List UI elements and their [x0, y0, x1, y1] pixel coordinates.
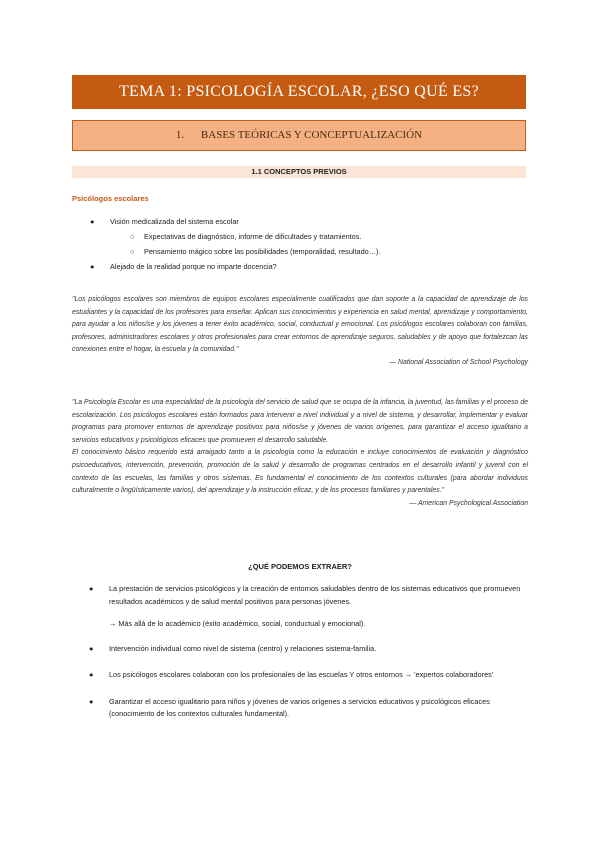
section-label: Psicólogos escolares	[72, 194, 149, 203]
circle-bullet-icon: ○	[130, 232, 135, 241]
list-item: ● Garantizar el acceso igualitario para niños y jóvenes de varios orígenes a servicios educativos y psicológicos eficaces (conocimiento de los contextos culturales fundamental).	[89, 696, 490, 718]
list-item: ● Alejado de la realidad porque no imparte docencia?	[72, 259, 532, 274]
concepts-heading: 1.1 CONCEPTOS PREVIOS	[72, 166, 526, 178]
quote-text: "Los psicólogos escolares son miembros de equipos escolares especialmente cualificados que dan soporte a la capacidad de aprendizaje de los estudiantes y la capacidad de los profesores para enseñar. Aplican sus conocimientos y experiencia en salud mental, aprendizaje y comportamiento, para ayudar a los niños/se y los jóvenes a tener éxito académico, social, conductual y emocional. Los psicólogos escolares colaboran con familias, profesores, administradores escolares y otros profesionales para crear entornos de aprendizaje seguros, saludables y de apoyo que fortalezcan las conexiones entre el hogar, la escuela y la comunidad."	[72, 296, 528, 354]
subsection-number: 1.	[175, 129, 185, 141]
quote-attribution: — American Psychological Association	[409, 499, 528, 507]
bullet-icon: ●	[90, 262, 95, 271]
bullet-icon: ●	[90, 217, 95, 226]
quote-nasp	[72, 294, 528, 370]
list-item: ● Los psicólogos escolares colaboran con los profesionales de las escuelas Y otros entornos → 'expertos colaboradores'	[72, 669, 532, 682]
bullet-icon: ●	[89, 670, 94, 679]
bullet-list	[72, 214, 532, 274]
circle-bullet-icon: ○	[130, 247, 135, 256]
arrow-note: → Más allá de lo académico (éxito académico, social, conductual y emocional).	[109, 619, 366, 628]
quote-apa	[72, 397, 528, 510]
list-item: ● La prestación de servicios psicológicos y la creación de entornos saludables dentro de los sistemas educativos que promueven resultados académicos y de salud mental positivos para personas jóvenes.	[89, 584, 521, 606]
bullet-icon: ●	[89, 696, 94, 706]
quote-text: El conocimiento básico requerido está arraigado tanto a la psicología como la educación e incluye conocimientos de evaluación y diagnóstico psicoeducativos, intervención, prevención, promoción de la salud y desarrollo de programas centrados en el desarrollo infantil y juvenil con el contexto de las escuelas, las familias y otros sistemas. Es fundamental el conocimiento de los contextos culturales (para abordar individuos culturalmente o lingüísticamente varios), del aprendizaje y la instrucción eficaz, y de los procesos familiares y parentales."	[72, 449, 528, 495]
extract-list	[72, 583, 532, 735]
list-item: ○ Pensamiento mágico sobre las posibilidades (temporalidad, resultado…).	[72, 244, 532, 259]
subsection-heading	[72, 120, 526, 151]
bullet-icon: ●	[89, 643, 94, 653]
quote-attribution: — National Association of School Psychology	[389, 358, 528, 366]
subsection-title: BASES TEÓRICAS Y CONCEPTUALIZACIÓN	[200, 129, 423, 141]
bullet-icon: ●	[89, 584, 94, 593]
list-item: ● Intervención individual como nivel de sistema (centro) y relaciones sistema-familia.	[72, 643, 532, 656]
list-item: ○ Expectativas de diagnóstico, informe de dificultades y tratamientos.	[72, 229, 532, 244]
quote-text: "La Psicología Escolar es una especialidad de la psicología del servicio de salud que se ocupa de la infancia, la juventud, las familias y el proceso de escolarización. Los psicólogos escolares están formados para intervenir a nivel individual y a nivel de sistema, y desarrollar, implementar y evaluar programas para promover entornos de aprendizaje positivos para niños/se y jóvenes de varios orígenes, para garantizar el acceso igualitario a servicios educativos y psicológicos eficaces que promueven el desarrollo saludable.	[72, 399, 528, 444]
document-title: TEMA 1: PSICOLOGÍA ESCOLAR, ¿ESO QUÉ ES?	[72, 75, 526, 109]
list-item: ● Visión medicalizada del sistema escolar	[72, 214, 532, 229]
extract-heading: ¿QUÉ PODEMOS EXTRAER?	[248, 562, 352, 571]
